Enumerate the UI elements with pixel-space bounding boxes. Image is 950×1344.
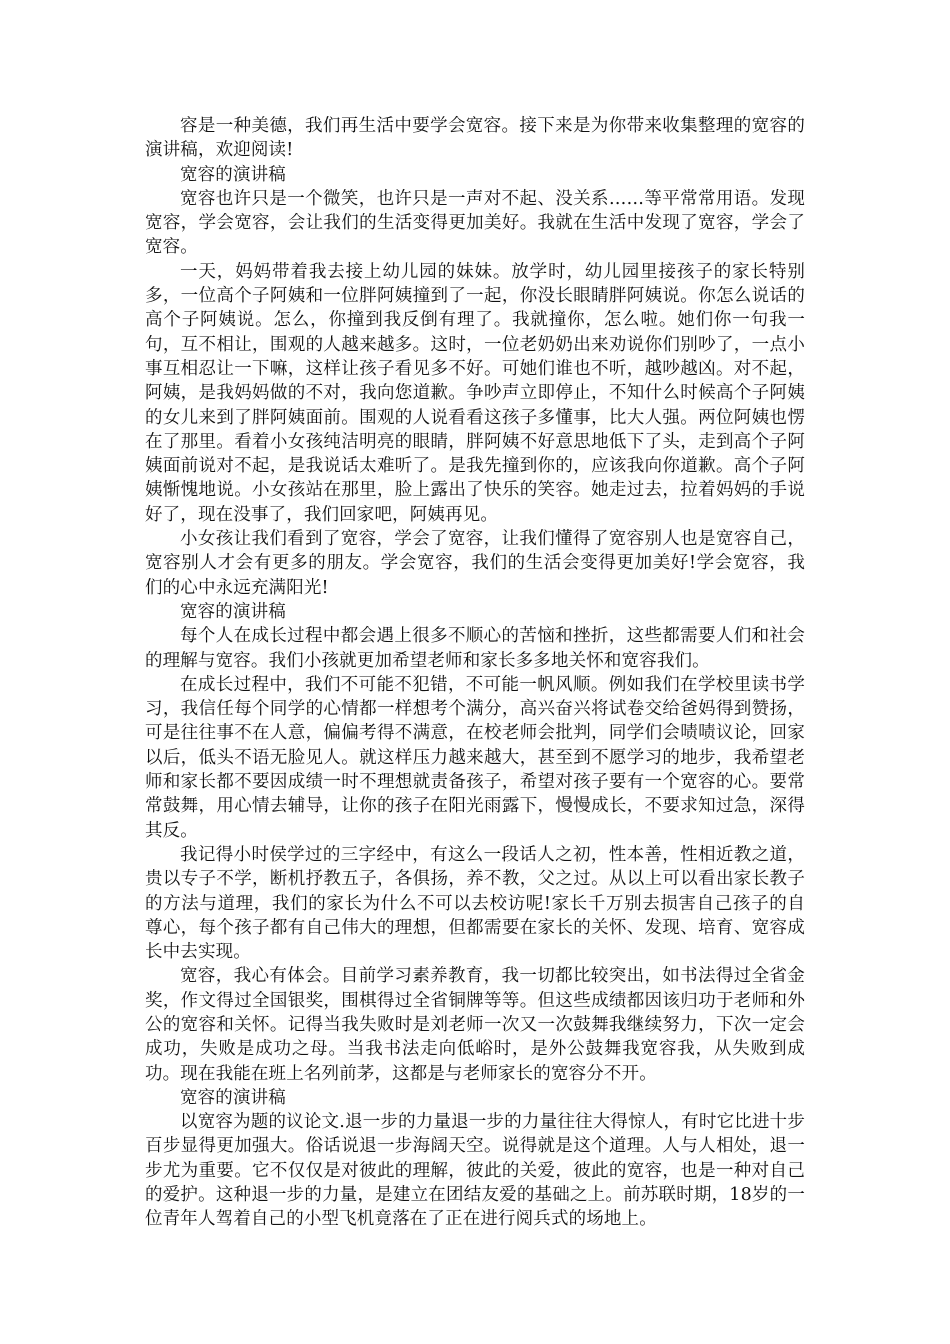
body-paragraph: 以宽容为题的议论文.退一步的力量退一步的力量往往大得惊人，有时它比进十步百步显得更加强大。俗话说退一步海阔天空。说得就是这个道理。人与人相处，退一步尤为重要。它不仅仅是对彼此的理解，彼此的关爱，彼此的宽容，也是一种对自己的爱护。这种退一步的力量，是建立在团结友爱的基础之上。前苏联时期，18岁的一位青年人驾着自己的小型飞机竟落在了正在进行阅兵式的场地上。	[145, 1112, 805, 1230]
body-paragraph: 在成长过程中，我们不可能不犯错，不可能一帆风顺。例如我们在学校里读书学习，我信任每个同学的心情都一样想考个满分，高兴奋兴将试卷交给爸妈得到赞扬，可是往往事不在人意，偏偏考得不满意，在校老师会批判，同学们会啧啧议论，回家以后，低头不语无脸见人。就这样压力越来越大，甚至到不愿学习的地步，我希望老师和家长都不要因成绩一时不理想就责备孩子，希望对孩子要有一个宽容的心。要常常鼓舞，用心情去辅导，让你的孩子在阳光雨露下，慢慢成长，不要求知过急，深得其反。	[145, 674, 805, 841]
section-heading-1: 宽容的演讲稿	[180, 164, 286, 185]
body-paragraph: 一天，妈妈带着我去接上幼儿园的妹妹。放学时，幼儿园里接孩子的家长特别多，一位高个子阿姨和一位胖阿姨撞到了一起，你没长眼睛胖阿姨说。你怎么说话的高个子阿姨说。怎么，你撞到我反倒有理了。我就撞你，怎么啦。她们你一句我一句，互不相让，围观的人越来越多。这时，一位老奶奶出来劝说你们别吵了，一点小事互相忍让一下嘛，这样让孩子看见多不好。可她们谁也不听，越吵越凶。对不起，阿姨，是我妈妈做的不对，我向您道歉。争吵声立即停止，不知什么时候高个子阿姨的女儿来到了胖阿姨面前。围观的人说看看这孩子多懂事，比大人强。两位阿姨也愣在了那里。看着小女孩纯洁明亮的眼睛，胖阿姨不好意思地低下了头，走到高个子阿姨面前说对不起，是我说话太难听了。是我先撞到你的，应该我向你道歉。高个子阿姨惭愧地说。小女孩站在那里，脸上露出了快乐的笑容。她走过去，拉着妈妈的手说好了，现在没事了，我们回家吧，阿姨再见。	[145, 261, 805, 525]
body-paragraph: 小女孩让我们看到了宽容，学会了宽容，让我们懂得了宽容别人也是宽容自己，宽容别人才会有更多的朋友。学会宽容，我们的生活会变得更加美好!学会宽容，我们的心中永远充满阳光!	[145, 529, 805, 598]
body-paragraph: 宽容，我心有体会。目前学习素养教育，我一切都比较突出，如书法得过全省金奖，作文得过全国银奖，围棋得过全省铜牌等等。但这些成绩都因该归功于老师和外公的宽容和关怀。记得当我失败时是刘老师一次又一次鼓舞我继续努力，下次一定会成功，失败是成功之母。当我书法走向低峪时，是外公鼓舞我宽容我，从失败到成功。现在我能在班上名列前茅，这都是与老师家长的宽容分不开。	[145, 966, 805, 1084]
body-paragraph: 宽容也许只是一个微笑，也许只是一声对不起、没关系……等平常常用语。发现宽容，学会宽容，会让我们的生活变得更加美好。我就在生活中发现了宽容，学会了宽容。	[145, 188, 805, 258]
document-page	[145, 114, 805, 1232]
body-paragraph: 每个人在成长过程中都会遇上很多不顺心的苦恼和挫折，这些都需要人们和社会的理解与宽容。我们小孩就更加希望老师和家长多多地关怀和宽容我们。	[145, 626, 805, 671]
section-heading-3: 宽容的演讲稿	[180, 1087, 286, 1108]
body-paragraph: 我记得小时侯学过的三字经中，有这么一段话人之初，性本善，性相近教之道，贵以专子不学，断机抒教五子，各俱扬，养不教，父之过。从以上可以看出家长教子的方法与道理，我们的家长为什么不可以去校访呢!家长千万别去损害自己孩子的自尊心，每个孩子都有自己伟大的理想，但都需要在家长的关怀、发现、培育、宽容成长中去实现。	[145, 844, 805, 963]
section-heading-2: 宽容的演讲稿	[180, 601, 286, 622]
intro-paragraph: 容是一种美德，我们再生活中要学会宽容。接下来是为你带来收集整理的宽容的演讲稿，欢迎阅读!	[145, 116, 805, 161]
